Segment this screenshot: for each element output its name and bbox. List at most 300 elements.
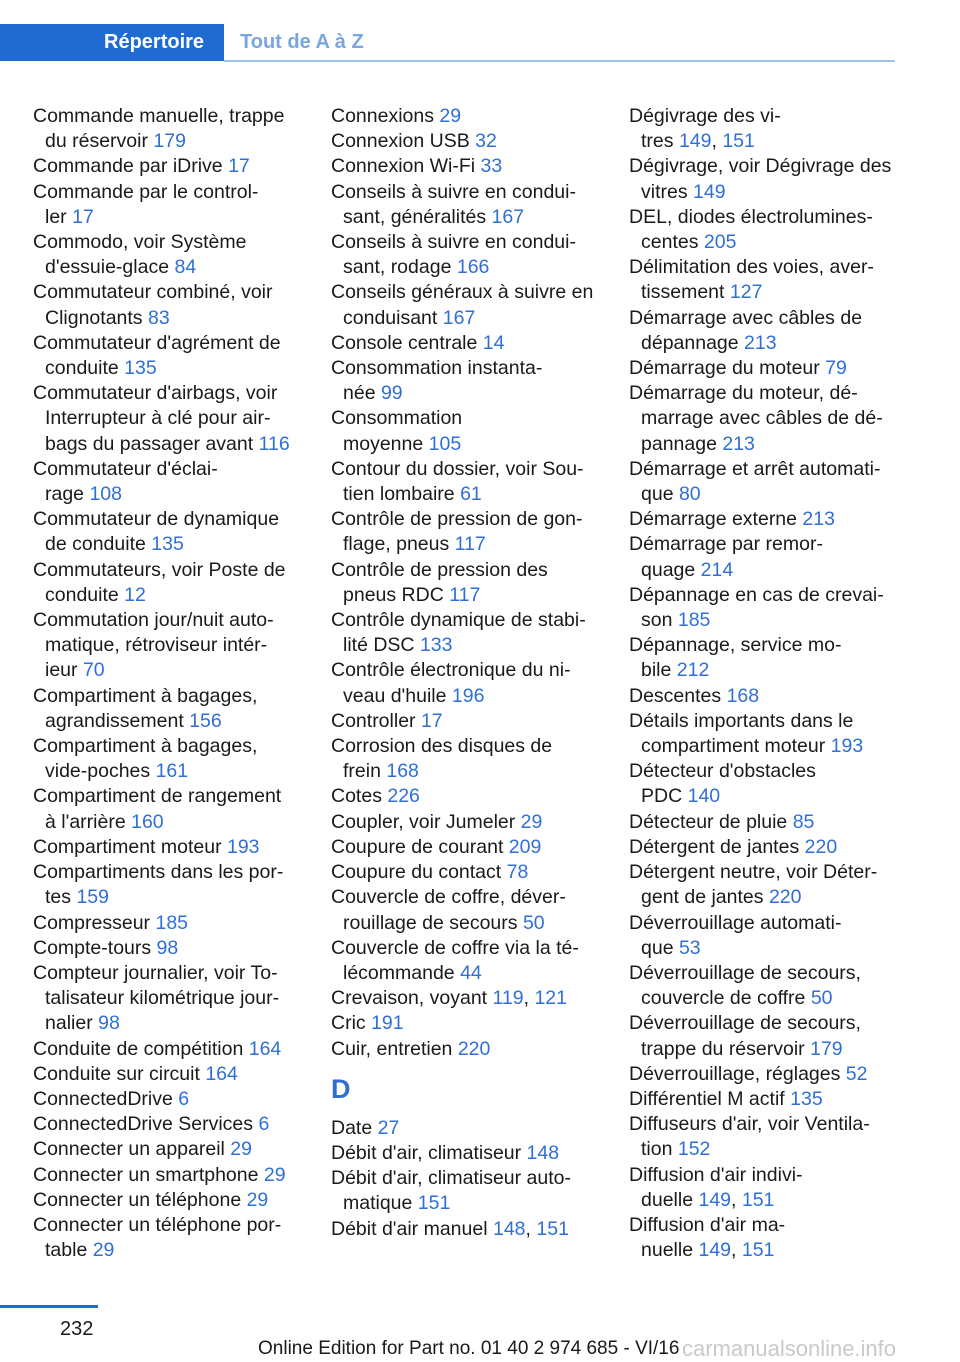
entry-text: sant, rodage xyxy=(343,256,457,279)
page-reference-link[interactable]: 133 xyxy=(419,634,453,657)
entry-text: son xyxy=(641,609,678,632)
entry-text: Détergent de jantes xyxy=(629,835,805,858)
index-entry xyxy=(33,104,305,154)
entry-text: Détergent neutre, voir Déter- xyxy=(629,861,878,884)
entry-text: Conduite sur circuit xyxy=(33,1062,206,1085)
page-number: 232 xyxy=(60,1318,94,1340)
entry-text: Commutateur d'agrément de xyxy=(33,331,281,354)
index-entry xyxy=(331,734,603,784)
page-reference-link[interactable]: 220 xyxy=(768,886,802,909)
entry-text: Coupure de courant xyxy=(331,835,509,858)
entry-text: ConnectedDrive Services xyxy=(33,1113,259,1136)
index-entry xyxy=(33,684,305,734)
page-reference-link[interactable]: 98 xyxy=(156,936,179,959)
page-reference-link[interactable]: 179 xyxy=(153,130,186,153)
page-reference-link[interactable]: 167 xyxy=(442,306,476,329)
index-entry xyxy=(33,1112,305,1137)
page-reference-link[interactable]: 185 xyxy=(155,911,189,934)
entry-text: matique, rétroviseur intér- xyxy=(45,634,268,657)
index-entry xyxy=(629,633,901,683)
page-reference-link[interactable]: 6 xyxy=(258,1113,270,1136)
entry-text: Conseils à suivre en condui- xyxy=(331,231,576,254)
entry-text: Couvercle de coffre, déver- xyxy=(331,886,566,909)
page-reference-link[interactable]: 53 xyxy=(678,936,701,959)
index-entry xyxy=(33,608,305,684)
index-entry xyxy=(33,180,305,230)
page-reference-link[interactable]: 185 xyxy=(677,609,711,632)
entry-text: Commutateurs, voir Poste de xyxy=(33,558,286,581)
index-entry xyxy=(33,507,305,557)
entry-text: Coupure du contact xyxy=(331,861,507,884)
page-reference-link[interactable]: 151 xyxy=(741,1239,775,1262)
index-entry xyxy=(629,255,901,305)
page-reference-link[interactable]: 117 xyxy=(449,583,481,606)
index-column-2 xyxy=(331,104,603,1242)
entry-text: Commutation jour/nuit auto- xyxy=(33,609,274,632)
entry-text: ConnectedDrive xyxy=(33,1087,179,1110)
entry-text: vitres xyxy=(641,180,694,203)
entry-text: Connexions xyxy=(331,105,440,127)
entry-text: Couvercle de coffre via la té- xyxy=(331,936,579,959)
entry-text: Commutateur d'éclai- xyxy=(33,457,218,480)
entry-text: Démarrage par remor- xyxy=(629,533,823,556)
index-entry xyxy=(331,810,603,835)
index-entry xyxy=(629,961,901,1011)
page-reference-link[interactable]: 205 xyxy=(703,231,737,254)
entry-text: Compartiments dans les por- xyxy=(33,861,284,884)
entry-text: ler xyxy=(45,205,73,228)
page-reference-link[interactable]: 135 xyxy=(790,1087,823,1110)
page-reference-link[interactable]: 140 xyxy=(687,785,721,808)
entry-text: quage xyxy=(641,558,701,581)
entry-text: Commande manuelle, trappe xyxy=(33,105,285,127)
entry-text: Date xyxy=(331,1116,378,1139)
index-entry xyxy=(33,331,305,381)
page-reference-link[interactable]: 164 xyxy=(205,1062,238,1085)
entry-text: Démarrage et arrêt automati- xyxy=(629,457,881,480)
page-reference-link[interactable]: 29 xyxy=(246,1188,269,1211)
tab-repertoire[interactable]: Répertoire xyxy=(0,24,224,61)
entry-text: pannage xyxy=(641,432,723,455)
entry-text: Cric xyxy=(331,1012,372,1035)
page-reference-link[interactable]: 149 xyxy=(698,1188,732,1211)
index-entry xyxy=(33,1037,305,1062)
page-reference-link[interactable]: 151 xyxy=(741,1188,775,1211)
index-entry xyxy=(33,1087,305,1112)
index-entry xyxy=(33,961,305,1037)
index-entry xyxy=(33,1213,305,1263)
page-reference-link[interactable]: 152 xyxy=(677,1138,711,1161)
page-reference-link[interactable]: 220 xyxy=(457,1037,491,1060)
entry-text: Déverrouillage automati- xyxy=(629,911,842,934)
entry-text: conduite xyxy=(45,357,125,380)
entry-text: d'essuie-glace xyxy=(45,256,175,279)
page-reference-link[interactable]: 148 xyxy=(526,1141,560,1164)
index-entry xyxy=(331,1141,603,1166)
index-entry xyxy=(33,936,305,961)
entry-text: Dépannage, service mo- xyxy=(629,634,842,657)
index-entry xyxy=(33,784,305,834)
entry-text: veau d'huile xyxy=(343,684,452,707)
index-entry xyxy=(629,810,901,835)
index-entry xyxy=(331,507,603,557)
entry-text: Cotes xyxy=(331,785,388,808)
index-entry xyxy=(33,381,305,457)
entry-text: du réservoir xyxy=(45,130,154,153)
index-entry xyxy=(33,1137,305,1162)
entry-text: Déverrouillage de secours, xyxy=(629,1012,861,1035)
entry-text: talisateur kilométrique jour- xyxy=(45,987,280,1010)
entry-text: tion xyxy=(641,1138,678,1161)
page-reference-link[interactable]: 84 xyxy=(174,256,197,279)
entry-text: sant, généralités xyxy=(343,205,492,228)
page-reference-link[interactable]: 33 xyxy=(480,155,503,178)
entry-text: DEL, diodes électrolumines- xyxy=(629,205,873,228)
entry-text: Détecteur d'obstacles xyxy=(629,760,816,783)
index-entry xyxy=(33,860,305,910)
entry-text: vide-poches xyxy=(45,760,156,783)
entry-text: Conseils à suivre en condui- xyxy=(331,180,576,203)
page-reference-link[interactable]: 160 xyxy=(131,810,164,833)
page-reference-link[interactable]: 213 xyxy=(802,508,835,531)
entry-text: Compresseur xyxy=(33,911,156,934)
page-reference-link[interactable]: 29 xyxy=(520,810,543,833)
entry-text: Diffuseurs d'air, voir Ventila- xyxy=(629,1113,870,1136)
page-reference-link[interactable]: 214 xyxy=(700,558,734,581)
entry-text: bile xyxy=(641,659,677,682)
index-entry: Crevaison, voyant 119, 121 xyxy=(331,987,567,1010)
entry-text: que xyxy=(641,483,679,506)
index-entry xyxy=(33,911,305,936)
page-reference-link[interactable]: 164 xyxy=(248,1037,282,1060)
index-entry xyxy=(331,230,603,280)
page-reference-link[interactable]: 127 xyxy=(729,281,763,304)
entry-text: rage xyxy=(45,483,90,506)
entry-text: dépannage xyxy=(641,331,745,354)
entry-text: Contrôle électronique du ni- xyxy=(331,659,571,682)
entry-text: Connexion Wi-Fi xyxy=(331,155,481,178)
index-entry xyxy=(331,860,603,885)
index-entry xyxy=(629,1087,901,1112)
page-reference-link[interactable]: 79 xyxy=(825,357,847,380)
entry-text: Connecter un smartphone xyxy=(33,1163,264,1186)
index-entry xyxy=(331,885,603,935)
entry-text: Coupler, voir Jumeler xyxy=(331,810,521,833)
page-reference-link[interactable]: 196 xyxy=(451,684,485,707)
entry-text: Crevaison, voyant xyxy=(331,987,493,1010)
page-reference-link[interactable]: 220 xyxy=(804,835,838,858)
entry-text: Compartiment de rangement xyxy=(33,785,282,808)
index-entry xyxy=(629,356,901,381)
index-entry xyxy=(629,759,901,809)
entry-text: Dégivrage des vi- xyxy=(629,105,781,127)
entry-text: Consommation instanta- xyxy=(331,357,543,380)
page-reference-link[interactable]: 32 xyxy=(475,130,497,153)
entry-text: couvercle de coffre xyxy=(641,987,811,1010)
entry-text: moyenne xyxy=(343,432,429,455)
edition-note: Online Edition for Part no. 01 40 2 974 685 - VI/16 xyxy=(258,1338,680,1359)
entry-text: Contrôle de pression des xyxy=(331,558,548,581)
section-letter: D xyxy=(331,1073,351,1104)
page-reference-link[interactable]: 135 xyxy=(124,357,157,380)
entry-text: Connexion USB xyxy=(331,130,476,153)
header-divider xyxy=(224,60,895,62)
page-reference-link[interactable]: 12 xyxy=(124,583,146,606)
page-reference-link[interactable]: 70 xyxy=(82,659,105,682)
index-entry xyxy=(331,280,603,330)
page-reference-link[interactable]: 50 xyxy=(810,987,833,1010)
page-reference-link[interactable]: 29 xyxy=(92,1239,115,1262)
index-entry xyxy=(331,1166,603,1216)
page-reference-link[interactable]: 50 xyxy=(522,911,545,934)
page-reference-link[interactable]: 191 xyxy=(371,1012,404,1035)
page-reference-link[interactable]: 149 xyxy=(698,1239,732,1262)
entry-text: Commutateur d'airbags, voir xyxy=(33,382,278,405)
entry-text: Consommation xyxy=(331,407,463,430)
entry-text: Dégivrage, voir Dégivrage des xyxy=(629,155,892,178)
entry-text: compartiment moteur xyxy=(641,735,831,758)
page-reference-link[interactable]: 135 xyxy=(151,533,184,556)
index-entry xyxy=(33,154,305,179)
entry-text: Démarrage avec câbles de xyxy=(629,306,863,329)
entry-text: Console centrale xyxy=(331,331,483,354)
index-entry: Débit d'air manuel 148, 151 xyxy=(331,1217,569,1240)
index-entry xyxy=(629,684,901,709)
index-entry xyxy=(629,154,901,204)
page-reference-link[interactable]: 17 xyxy=(420,709,443,732)
entry-text: Détails importants dans le xyxy=(629,709,854,732)
index-entry xyxy=(629,860,901,910)
entry-text: Délimitation des voies, aver- xyxy=(629,256,874,279)
page-reference-link[interactable]: 193 xyxy=(830,735,864,758)
page-reference-link[interactable]: 108 xyxy=(89,483,122,506)
page-reference-link[interactable]: 98 xyxy=(98,1012,120,1035)
entry-text: Dépannage en cas de crevai- xyxy=(629,583,884,606)
index-entry: Diffusion d'air ma- nuelle 149, 151 xyxy=(629,1213,786,1262)
watermark: carmanualsonline.info xyxy=(682,1336,897,1361)
index-entry xyxy=(331,154,603,179)
index-entry: Diffusion d'air indivi- duelle 149, 151 xyxy=(629,1163,803,1211)
index-entry xyxy=(629,583,901,633)
index-entry xyxy=(33,558,305,608)
index-entry xyxy=(33,1188,305,1213)
index-entry xyxy=(33,734,305,784)
page-reference-link[interactable]: 148 xyxy=(492,1217,526,1240)
page-reference-link[interactable]: 226 xyxy=(387,785,420,808)
entry-text: née xyxy=(343,382,381,405)
entry-text: Contour du dossier, voir Sou- xyxy=(331,457,584,480)
entry-text: Démarrage du moteur xyxy=(629,357,826,380)
index-entry xyxy=(331,1116,603,1141)
tab-tout-de-a-a-z[interactable]: Tout de A à Z xyxy=(240,31,364,53)
entry-text: de conduite xyxy=(45,533,152,556)
page-reference-link[interactable]: 151 xyxy=(417,1192,451,1215)
page-reference-link[interactable]: 149 xyxy=(693,180,726,203)
entry-text: frein xyxy=(343,760,387,783)
index-entry xyxy=(629,709,901,759)
index-entry xyxy=(331,835,603,860)
entry-text: nuelle xyxy=(641,1239,699,1262)
index-entry xyxy=(33,1062,305,1087)
page-reference-link[interactable]: 161 xyxy=(155,760,189,783)
index-entry xyxy=(33,230,305,280)
page-reference-link[interactable]: 117 xyxy=(454,533,486,556)
index-entry xyxy=(629,1011,901,1061)
entry-text: tes xyxy=(45,886,77,909)
page-reference-link[interactable]: 167 xyxy=(491,205,525,228)
index-entry xyxy=(331,709,603,734)
header xyxy=(0,24,895,62)
page-reference-link[interactable]: 193 xyxy=(226,835,260,858)
entry-text: marrage avec câbles de dé- xyxy=(641,407,883,430)
entry-text: Différentiel M actif xyxy=(629,1087,791,1110)
index-entry xyxy=(331,658,603,708)
entry-text: Déverrouillage, réglages xyxy=(629,1062,846,1085)
index-entry xyxy=(629,1062,901,1087)
index-column-1 xyxy=(33,104,305,1263)
page-reference-link[interactable]: 105 xyxy=(428,432,462,455)
entry-text: nalier xyxy=(45,1012,99,1035)
entry-text: Compartiment moteur xyxy=(33,835,227,858)
index-entry: Dégivrage des vi- tres 149, 151 xyxy=(629,105,781,153)
entry-text: Connecter un appareil xyxy=(33,1138,231,1161)
page-reference-link[interactable]: 121 xyxy=(534,987,567,1010)
entry-text: conduisant xyxy=(343,306,443,329)
entry-text: Corrosion des disques de xyxy=(331,735,553,758)
page-reference-link[interactable]: 168 xyxy=(386,760,419,783)
index-entry xyxy=(629,835,901,860)
page-reference-link[interactable]: 29 xyxy=(439,105,462,127)
entry-text: table xyxy=(45,1239,93,1262)
page-reference-link[interactable]: 116 xyxy=(258,432,290,455)
entry-text: Connecter un téléphone xyxy=(33,1188,247,1211)
page-reference-link[interactable]: 17 xyxy=(228,155,250,178)
page-reference-link[interactable]: 168 xyxy=(726,684,760,707)
index-entry xyxy=(33,1163,305,1188)
page-reference-link[interactable]: 17 xyxy=(72,205,94,228)
page-reference-link[interactable]: 44 xyxy=(460,961,482,984)
page-reference-link[interactable]: 213 xyxy=(744,331,777,354)
entry-text: pneus RDC xyxy=(343,583,450,606)
page-reference-link[interactable]: 29 xyxy=(230,1138,252,1161)
page-reference-link[interactable]: 85 xyxy=(792,810,815,833)
page-reference-link[interactable]: 213 xyxy=(722,432,755,455)
entry-text: Conseils généraux à suivre en xyxy=(331,281,594,304)
entry-text: Débit d'air manuel xyxy=(331,1217,493,1240)
entry-text: Compteur journalier, voir To- xyxy=(33,961,278,984)
entry-text: Compartiment à bagages, xyxy=(33,735,258,758)
entry-text: centes xyxy=(641,231,704,254)
index-entry xyxy=(331,129,603,154)
page-reference-link[interactable]: 80 xyxy=(678,483,701,506)
entry-text: rouillage de secours xyxy=(343,911,523,934)
index-entry xyxy=(33,835,305,860)
index-entry xyxy=(629,205,901,255)
entry-text: Diffusion d'air indivi- xyxy=(629,1163,803,1186)
index-entry xyxy=(629,1112,901,1162)
entry-text: Commande par le control- xyxy=(33,180,259,203)
entry-text: Diffusion d'air ma- xyxy=(629,1213,786,1236)
page-reference-link[interactable]: 119 xyxy=(492,987,524,1010)
entry-text: Contrôle de pression de gon- xyxy=(331,508,583,531)
entry-text: Clignotants xyxy=(45,306,148,329)
index-entry xyxy=(629,457,901,507)
entry-text: tien lombaire xyxy=(343,483,461,506)
entry-text: Controller xyxy=(331,709,421,732)
page-reference-link[interactable]: 14 xyxy=(482,331,505,354)
page-reference-link[interactable]: 151 xyxy=(722,130,755,153)
index-entry xyxy=(33,457,305,507)
entry-text: Compte-tours xyxy=(33,936,157,959)
entry-text: PDC xyxy=(641,785,688,808)
entry-text: Descentes xyxy=(629,684,727,707)
index-entry xyxy=(331,936,603,986)
index-entry xyxy=(33,280,305,330)
page-reference-link[interactable]: 212 xyxy=(676,659,710,682)
entry-text: Démarrage du moteur, dé- xyxy=(629,382,858,405)
entry-text: conduite xyxy=(45,583,125,606)
entry-text: gent de jantes xyxy=(641,886,769,909)
page-reference-link[interactable]: 151 xyxy=(536,1217,569,1240)
entry-text: Interrupteur à clé pour air- xyxy=(45,407,271,430)
page-reference-link[interactable]: 166 xyxy=(456,256,490,279)
page-reference-link[interactable]: 6 xyxy=(178,1087,190,1110)
page-reference-link[interactable]: 29 xyxy=(263,1163,286,1186)
page-reference-link[interactable]: 27 xyxy=(377,1116,400,1139)
index-entry xyxy=(331,356,603,406)
entry-text: Contrôle dynamique de stabi- xyxy=(331,609,586,632)
index-entry xyxy=(331,406,603,456)
page-reference-link[interactable]: 156 xyxy=(189,709,222,732)
entry-text: Commutateur de dynamique xyxy=(33,508,280,531)
page-reference-link[interactable]: 61 xyxy=(460,483,482,506)
entry-text: lité DSC xyxy=(343,634,420,657)
entry-text: duelle xyxy=(641,1188,699,1211)
index-entry xyxy=(629,306,901,356)
entry-text: Compartiment à bagages, xyxy=(33,684,258,707)
index-entry xyxy=(331,1037,603,1062)
page-reference-link[interactable]: 78 xyxy=(506,861,529,884)
entry-text: Débit d'air, climatiseur xyxy=(331,1141,527,1164)
page-reference-link[interactable]: 209 xyxy=(508,835,542,858)
index-entry xyxy=(331,558,603,608)
entry-text: tres xyxy=(641,130,679,153)
entry-text: trappe du réservoir xyxy=(641,1037,811,1060)
index-entry xyxy=(331,1011,603,1036)
entry-text: Connecter un téléphone por- xyxy=(33,1213,282,1236)
index-entry xyxy=(331,104,603,129)
page-reference-link[interactable]: 99 xyxy=(380,382,403,405)
index-entry xyxy=(331,331,603,356)
index-entry xyxy=(331,457,603,507)
entry-text: Conduite de compétition xyxy=(33,1037,249,1060)
index-entry xyxy=(331,784,603,809)
index-entry xyxy=(629,911,901,961)
page-reference-link[interactable]: 179 xyxy=(810,1037,843,1060)
entry-text: ieur xyxy=(45,659,83,682)
entry-text: Commodo, voir Système xyxy=(33,231,247,254)
entry-text: Détecteur de pluie xyxy=(629,810,793,833)
footer-bar xyxy=(0,1305,98,1308)
entry-text: bags du passager avant xyxy=(45,432,259,455)
index-entry xyxy=(629,381,901,457)
index-entry xyxy=(629,507,901,532)
page-reference-link[interactable]: 159 xyxy=(76,886,109,909)
page-reference-link[interactable]: 149 xyxy=(678,130,712,153)
page-reference-link[interactable]: 83 xyxy=(147,306,170,329)
entry-text: agrandissement xyxy=(45,709,190,732)
page-reference-link[interactable]: 52 xyxy=(845,1062,868,1085)
